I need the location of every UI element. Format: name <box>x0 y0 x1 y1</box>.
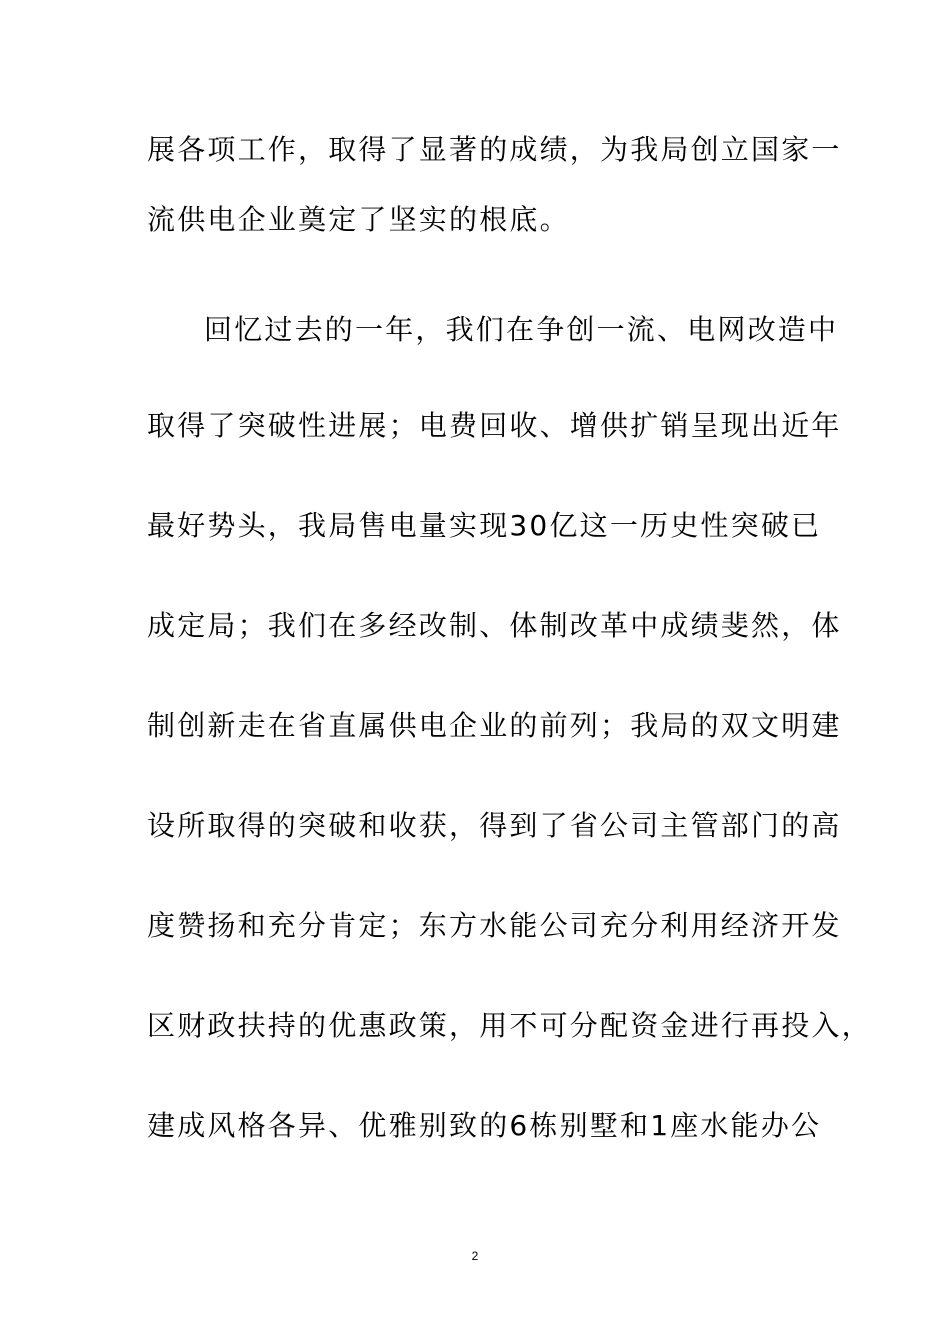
text-line: 制创新走在省直属供电企业的前列；我局的双文明建 <box>147 709 842 742</box>
text-line: 流供电企业奠定了坚实的根底。 <box>147 203 570 236</box>
text-line: 成定局；我们在多经改制、体制改革中成绩斐然，体 <box>147 609 842 642</box>
text-line: 最好势头，我局售电量实现30亿这一历史性突破已 <box>147 509 822 542</box>
text-line: 展各项工作，取得了显著的成绩，为我局创立国家一 <box>147 133 842 166</box>
text-line: 设所取得的突破和收获，得到了省公司主管部门的高 <box>147 809 842 842</box>
text-line: 取得了突破性进展；电费回收、增供扩销呈现出近年 <box>147 409 842 442</box>
page-number: 2 <box>471 1249 479 1263</box>
text-line: 区财政扶持的优惠政策，用不可分配资金进行再投入， <box>147 1009 872 1042</box>
text-line: 度赞扬和充分肯定；东方水能公司充分利用经济开发 <box>147 909 842 942</box>
paragraph-first-line: 回忆过去的一年，我们在争创一流、电网改造中 <box>204 313 839 346</box>
text-line: 建成风格各异、优雅别致的6栋别墅和1座水能办公 <box>147 1109 822 1142</box>
